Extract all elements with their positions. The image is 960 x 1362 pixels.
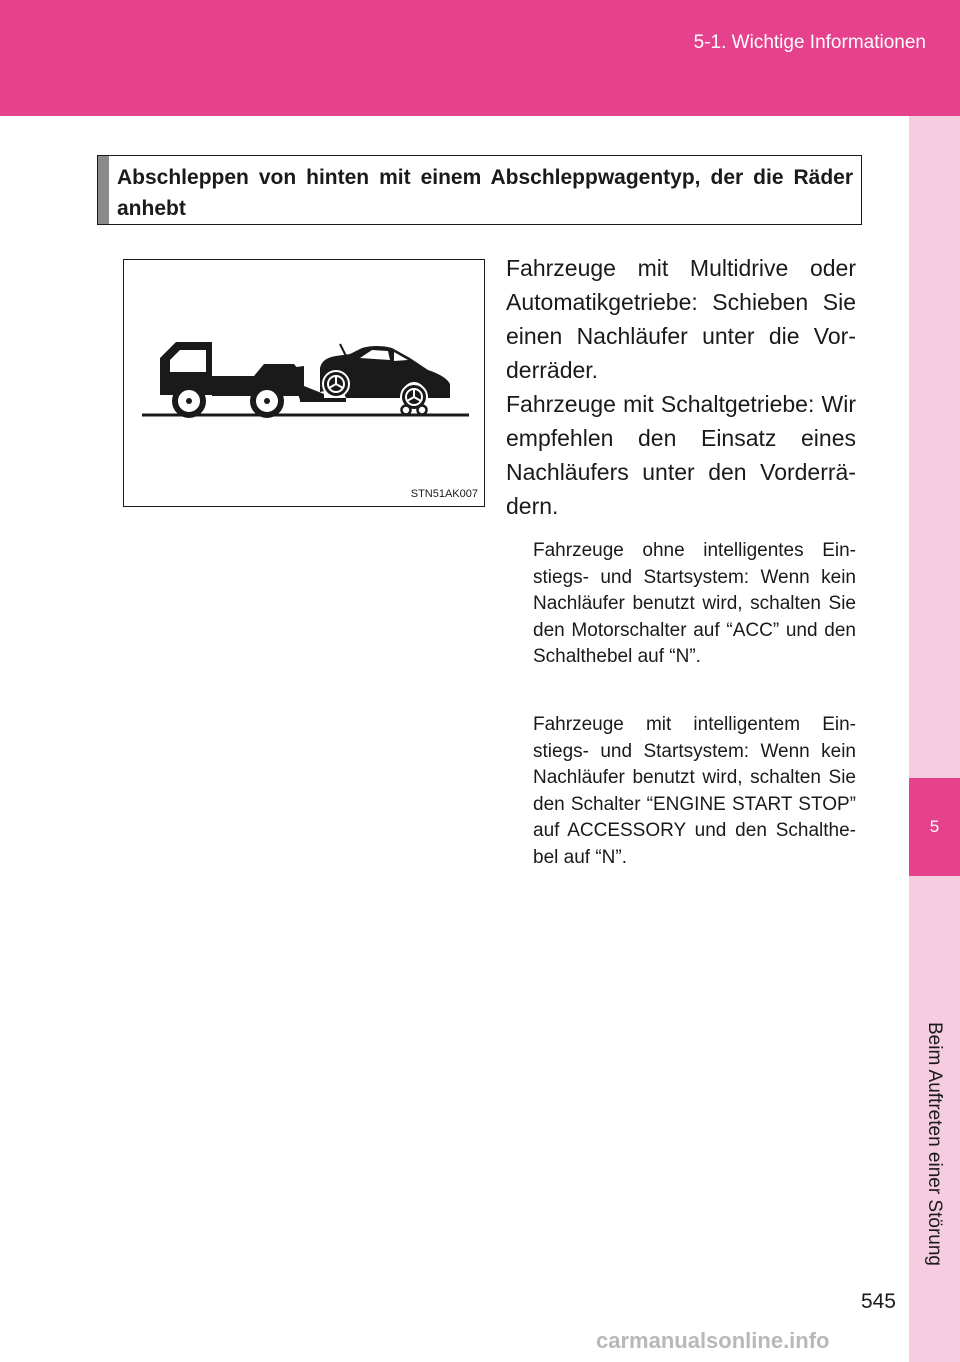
chapter-title: Beim Auftreten einer Störung <box>924 1022 945 1266</box>
section-title: 5-1. Wichtige Informationen <box>693 32 926 53</box>
section-heading-box <box>97 155 862 225</box>
paragraph: Fahrzeuge mit Schaltgetriebe: Wir empfehlen den Einsatz eines Nachläufers unter den Vorderrä-dern. <box>506 391 856 519</box>
figure-code: STN51AK007 <box>410 488 478 500</box>
heading-stripe <box>98 156 109 224</box>
tow-truck-with-dolly-icon <box>124 260 484 506</box>
chapter-number: 5 <box>909 778 960 876</box>
chapter-side-tab <box>909 116 960 1362</box>
header-band <box>0 0 960 116</box>
section-heading: Abschleppen von hinten mit einem Abschleppwagentyp, der die Räder anhebt <box>117 166 853 220</box>
towing-illustration <box>123 259 485 507</box>
page-number: 545 <box>860 1290 896 1313</box>
note: Fahrzeuge mit intelligentem Ein-stiegs- und Startsystem: Wenn kein Nachläufer benutzt wird, schalten Sie den Schalter “ENGINE START STOP” auf ACCESSORY und den Schalthe-bel auf “N”. <box>533 714 856 868</box>
paragraph: Fahrzeuge mit Multidrive oder Automatikgetriebe: Schieben Sie einen Nachläufer unter die Vor-derräder. <box>506 255 856 383</box>
note: Fahrzeuge ohne intelligentes Ein-stiegs- und Startsystem: Wenn kein Nachläufer benutzt wird, schalten Sie den Motorschalter auf “ACC” und den Schalthebel auf “N”. <box>533 540 856 667</box>
watermark: carmanualsonline.info <box>596 1328 830 1353</box>
